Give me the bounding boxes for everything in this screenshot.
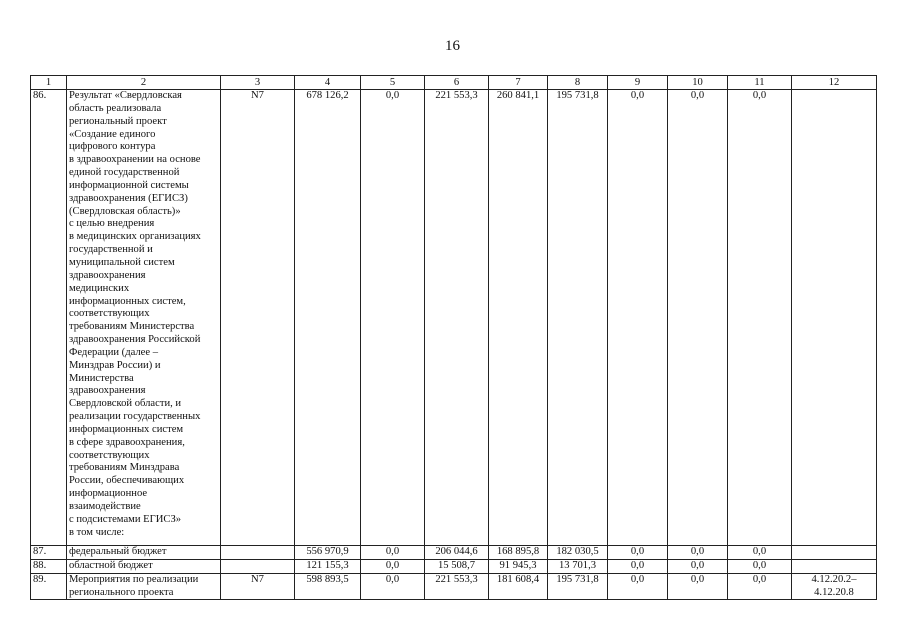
column-header: 7 bbox=[489, 76, 548, 90]
cell-code bbox=[221, 546, 295, 560]
row-description: федеральный бюджет bbox=[67, 546, 221, 560]
column-header: 5 bbox=[361, 76, 425, 90]
table-header-row bbox=[31, 76, 877, 90]
cell-total: 121 155,3 bbox=[295, 559, 361, 573]
column-header: 10 bbox=[668, 76, 728, 90]
cell-value: 0,0 bbox=[668, 90, 728, 546]
cell-reference bbox=[792, 90, 877, 546]
cell-value: 260 841,1 bbox=[489, 90, 548, 546]
cell-value: 221 553,3 bbox=[425, 573, 489, 600]
row-description: Мероприятия по реализации регионального проекта bbox=[67, 573, 221, 600]
cell-total: 678 126,2 bbox=[295, 90, 361, 546]
cell-value: 0,0 bbox=[728, 546, 792, 560]
cell-value: 0,0 bbox=[361, 90, 425, 546]
cell-value: 0,0 bbox=[361, 559, 425, 573]
cell-total: 598 893,5 bbox=[295, 573, 361, 600]
row-number: 87. bbox=[31, 546, 67, 560]
page-number: 16 bbox=[445, 38, 460, 54]
cell-value: 206 044,6 bbox=[425, 546, 489, 560]
row-description: областной бюджет bbox=[67, 559, 221, 573]
column-header: 11 bbox=[728, 76, 792, 90]
column-header: 8 bbox=[548, 76, 608, 90]
cell-reference bbox=[792, 559, 877, 573]
cell-value: 0,0 bbox=[728, 559, 792, 573]
cell-value: 0,0 bbox=[361, 546, 425, 560]
column-header: 2 bbox=[67, 76, 221, 90]
cell-value: 0,0 bbox=[608, 573, 668, 600]
cell-value: 168 895,8 bbox=[489, 546, 548, 560]
budget-table bbox=[30, 75, 877, 600]
cell-code: N7 bbox=[221, 573, 295, 600]
cell-value: 15 508,7 bbox=[425, 559, 489, 573]
column-header: 6 bbox=[425, 76, 489, 90]
cell-value: 13 701,3 bbox=[548, 559, 608, 573]
row-number: 89. bbox=[31, 573, 67, 600]
cell-value: 181 608,4 bbox=[489, 573, 548, 600]
cell-reference: 4.12.20.2– 4.12.20.8 bbox=[792, 573, 877, 600]
cell-value: 0,0 bbox=[668, 559, 728, 573]
cell-value: 0,0 bbox=[608, 546, 668, 560]
cell-value: 0,0 bbox=[608, 559, 668, 573]
column-header: 9 bbox=[608, 76, 668, 90]
column-header: 12 bbox=[792, 76, 877, 90]
cell-value: 0,0 bbox=[361, 573, 425, 600]
table-row bbox=[31, 559, 877, 573]
cell-code: N7 bbox=[221, 90, 295, 546]
row-number: 86. bbox=[31, 90, 67, 546]
column-header: 3 bbox=[221, 76, 295, 90]
row-description: Результат «Свердловская область реализовала региональный проект «Создание единого цифрового контура в здравоохранении на основе единой государственной информационной системы здравоохранения (ЕГИСЗ) (Свердловская область)» с целью внедрения в медицинских организациях государственной и муниципальной систем здравоохранения медицинских информационных систем, соответствующих требованиям Министерства здравоохранения Российской Федерации (далее – Минздрав России) и Министерства здравоохранения Свердловской области, и реализации государственных информационных систем в сфере здравоохранения, соответствующих требованиям Минздрава России, обеспечивающих информационное взаимодействие с подсистемами ЕГИСЗ» в том числе: bbox=[67, 90, 221, 546]
cell-value: 0,0 bbox=[728, 90, 792, 546]
table-row bbox=[31, 573, 877, 600]
cell-value: 195 731,8 bbox=[548, 90, 608, 546]
cell-value: 221 553,3 bbox=[425, 90, 489, 546]
cell-value: 182 030,5 bbox=[548, 546, 608, 560]
cell-value: 0,0 bbox=[608, 90, 668, 546]
column-header: 1 bbox=[31, 76, 67, 90]
table-row bbox=[31, 90, 877, 546]
cell-value: 0,0 bbox=[728, 573, 792, 600]
cell-reference bbox=[792, 546, 877, 560]
cell-value: 91 945,3 bbox=[489, 559, 548, 573]
cell-code bbox=[221, 559, 295, 573]
cell-value: 195 731,8 bbox=[548, 573, 608, 600]
cell-total: 556 970,9 bbox=[295, 546, 361, 560]
table-row bbox=[31, 546, 877, 560]
row-number: 88. bbox=[31, 559, 67, 573]
cell-value: 0,0 bbox=[668, 546, 728, 560]
column-header: 4 bbox=[295, 76, 361, 90]
cell-value: 0,0 bbox=[668, 573, 728, 600]
